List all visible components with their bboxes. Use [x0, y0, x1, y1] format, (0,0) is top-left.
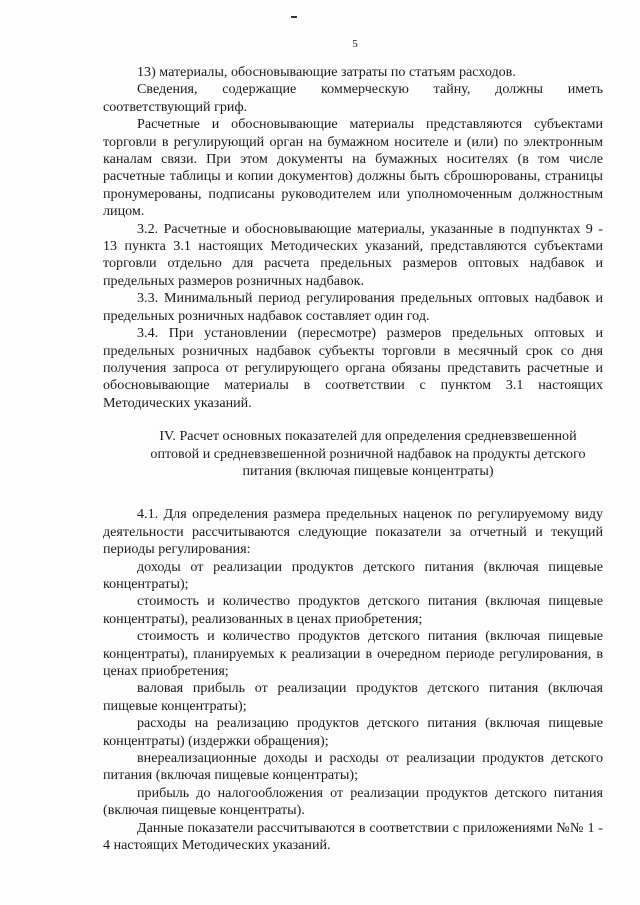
list-item-gross-profit: валовая прибыль от реализации продуктов детского питания (включая пищевые концентраты); — [103, 680, 603, 714]
document-body — [103, 64, 603, 854]
section-title: IV. Расчет основных показателей для определения средневзвешенной оптовой и средневзвешенной розничной надбавок на продукты детского питания (включая пищевые концентраты) — [150, 428, 586, 479]
list-item-non-operating: внереализационные доходы и расходы от реализации продуктов детского питания (включая пищевые концентраты); — [103, 750, 603, 784]
paragraph-3-2: 3.2. Расчетные и обосновывающие материалы, указанные в подпунктах 9 - 13 пункта 3.1 настоящих Методических указаний, представляются субъектами торговли отдельно для расчета предельных размеров оптовых надбавок и предельных размеров розничных надбавок. — [103, 220, 603, 289]
page-number: 5 — [352, 38, 358, 50]
list-item-expenses: расходы на реализацию продуктов детского питания (включая пищевые концентраты) (издержки обращения); — [103, 715, 603, 749]
paragraph-trade-secret: Сведения, содержащие коммерческую тайну, должны иметь соответствующий гриф. — [103, 81, 603, 115]
paragraph-submission: Расчетные и обосновывающие материалы представляются субъектами торговли в регулирующий орган на бумажном носителе и (или) по электронным каналам связи. При этом документы на бумажных носителях (в том числе расчетные таблицы и копии документов) должны быть сброшюрованы, страницы пронумерованы, подписаны руководителем или уполномоченным должностным лицом. — [103, 116, 603, 220]
paragraph-4-1: 4.1. Для определения размера предельных наценок по регулируемому виду деятельности рассчитываются следующие показатели за отчетный и текущий периоды регулирования: — [103, 506, 603, 558]
paragraph-3-4: 3.4. При установлении (пересмотре) размеров предельных оптовых и предельных розничных надбавок субъекты торговли в месячный срок со дня получения запроса от регулирующего органа обязаны представить расчетные и обосновывающие материалы в соответствии с пунктом 3.1 настоящих Методических указаний. — [103, 325, 603, 411]
section-spacer — [103, 480, 603, 506]
list-item-cost-planned: стоимость и количество продуктов детского питания (включая пищевые концентраты), планируемых к реализации в очередном периоде регулирования, в ценах приобретения; — [103, 628, 603, 679]
paragraph-item-13: 13) материалы, обосновывающие затраты по статьям расходов. — [137, 64, 516, 80]
paragraph-appendices: Данные показатели рассчитываются в соответствии с приложениями №№ 1 - 4 настоящих Методических указаний. — [103, 819, 603, 854]
list-item-pretax-profit: прибыль до налогообложения от реализации продуктов детского питания (включая пищевые концентраты). — [103, 784, 603, 819]
list-item-income: доходы от реализации продуктов детского питания (включая пищевые концентраты); — [103, 558, 603, 592]
scan-mark — [291, 16, 297, 18]
paragraph-3-3: 3.3. Минимальный период регулирования предельных оптовых надбавок и предельных розничных надбавок составляет один год. — [103, 290, 603, 324]
list-item-cost-sold: стоимость и количество продуктов детского питания (включая пищевые концентраты), реализованных в ценах приобретения; — [103, 593, 603, 627]
